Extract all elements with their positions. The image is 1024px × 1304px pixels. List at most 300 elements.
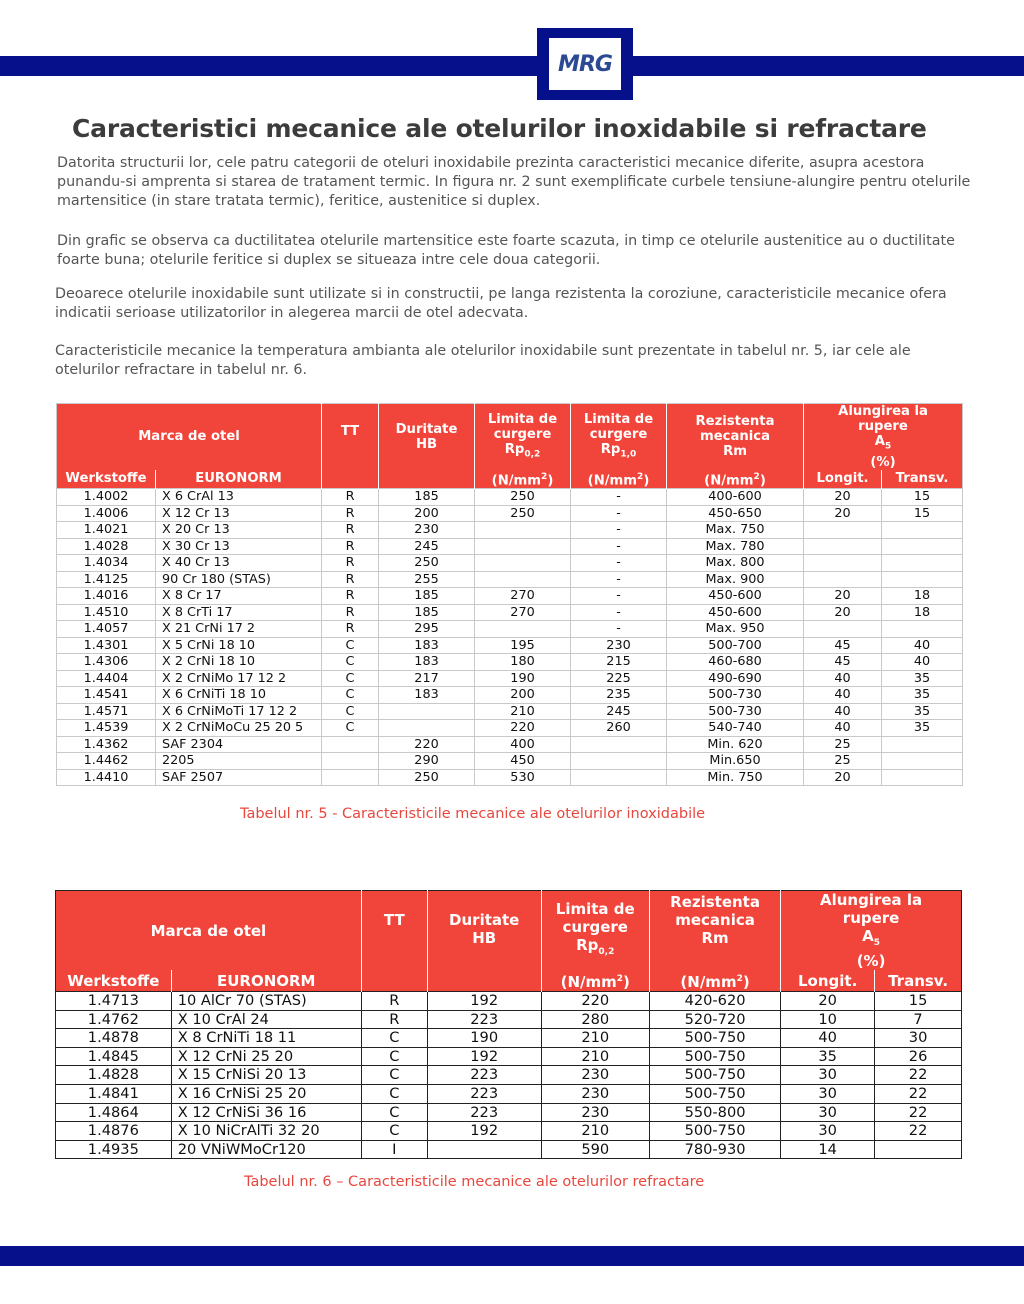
cell-werkstoff: 1.4006 (57, 505, 156, 522)
cell-duritate: 223 (427, 1084, 541, 1103)
cell-duritate: 295 (379, 621, 475, 638)
cell-longit: 30 (781, 1122, 875, 1141)
cell-werkstoff: 1.4762 (56, 1010, 172, 1029)
cell-duritate: 192 (427, 992, 541, 1011)
cell-longit: 20 (781, 992, 875, 1011)
cell-rp02 (475, 555, 571, 572)
cell-rp10: 230 (571, 637, 667, 654)
header-limita-rp02-sub: 0,2 (524, 449, 541, 460)
cell-rm: Max. 750 (667, 522, 804, 539)
cell-longit: 20 (804, 604, 882, 621)
cell-werkstoff: 1.4462 (57, 753, 156, 770)
cell-duritate: 217 (379, 670, 475, 687)
cell-duritate: 223 (427, 1010, 541, 1029)
cell-rm: Min. 750 (667, 769, 804, 786)
refractory-steel-table (55, 890, 962, 1159)
cell-rp10: - (571, 571, 667, 588)
cell-rm: 420-620 (649, 992, 780, 1011)
cell-transv (882, 769, 963, 786)
table5-caption: Tabelul nr. 5 - Caracteristicile mecanice ale otelurilor inoxidabile (240, 806, 706, 822)
cell-rm: 500-730 (667, 687, 804, 704)
header-transv: Transv. (882, 470, 963, 489)
cell-werkstoff: 1.4876 (56, 1122, 172, 1141)
cell-transv (882, 736, 963, 753)
cell-euronorm: X 8 Cr 17 (156, 588, 322, 605)
cell-rp10: 260 (571, 720, 667, 737)
cell-euronorm: X 10 NiCrAlTi 32 20 (171, 1122, 361, 1141)
cell-tt: C (322, 687, 379, 704)
cell-rp02: 450 (475, 753, 571, 770)
cell-rm: 500-750 (649, 1122, 780, 1141)
cell-tt: C (361, 1047, 427, 1066)
header-duritate-line1: Duritate (449, 911, 520, 929)
cell-transv: 40 (882, 654, 963, 671)
cell-longit: 40 (804, 670, 882, 687)
cell-tt: R (322, 604, 379, 621)
cell-duritate: 250 (379, 555, 475, 572)
cell-rp02: 280 (541, 1010, 649, 1029)
cell-rp02 (475, 621, 571, 638)
header-unit-rp10 (571, 470, 667, 489)
table-row (56, 992, 962, 1011)
cell-werkstoff: 1.4713 (56, 992, 172, 1011)
cell-rm: 540-740 (667, 720, 804, 737)
cell-transv: 35 (882, 687, 963, 704)
header-alungire-symbol: A (874, 434, 885, 449)
cell-werkstoff: 1.4306 (57, 654, 156, 671)
header-alungire-line2: rupere (842, 909, 900, 927)
table-row (57, 703, 963, 720)
cell-euronorm: X 6 CrAl 13 (156, 489, 322, 506)
cell-transv: 7 (875, 1010, 962, 1029)
cell-werkstoff: 1.4878 (56, 1029, 172, 1048)
unit-a: (N/mm (491, 473, 542, 489)
header-limita-rp10-line2: curgere (589, 426, 648, 442)
cell-euronorm: X 30 Cr 13 (156, 538, 322, 555)
cell-duritate: 185 (379, 604, 475, 621)
header-alungire (781, 891, 962, 971)
cell-rp02 (475, 571, 571, 588)
cell-tt: C (361, 1084, 427, 1103)
cell-duritate: 192 (427, 1122, 541, 1141)
stainless-steel-table (56, 403, 963, 786)
unit-b: ) (742, 973, 750, 991)
table-row (56, 1140, 962, 1159)
cell-werkstoff: 1.4021 (57, 522, 156, 539)
cell-rp02: 220 (475, 720, 571, 737)
unit-sup: 2 (541, 471, 548, 482)
cell-duritate: 185 (379, 489, 475, 506)
table-row (57, 555, 963, 572)
cell-werkstoff: 1.4571 (57, 703, 156, 720)
header-rezistenta-line3: Rm (723, 444, 747, 460)
cell-rp02: 590 (541, 1140, 649, 1159)
unit-a: (N/mm (560, 973, 617, 991)
cell-tt (322, 769, 379, 786)
cell-tt: R (322, 522, 379, 539)
table-row (57, 687, 963, 704)
cell-euronorm: X 21 CrNi 17 2 (156, 621, 322, 638)
cell-werkstoff: 1.4028 (57, 538, 156, 555)
cell-transv (882, 555, 963, 572)
cell-tt (322, 753, 379, 770)
cell-rp10: 245 (571, 703, 667, 720)
cell-werkstoff: 1.4864 (56, 1103, 172, 1122)
cell-duritate: 245 (379, 538, 475, 555)
cell-longit: 45 (804, 654, 882, 671)
header-alungire-line1: Alungirea la (819, 891, 923, 909)
cell-tt: R (322, 538, 379, 555)
cell-rm: 500-730 (667, 703, 804, 720)
cell-tt (322, 736, 379, 753)
table-row (56, 1029, 962, 1048)
cell-werkstoff: 1.4539 (57, 720, 156, 737)
cell-euronorm: X 15 CrNiSi 20 13 (171, 1066, 361, 1085)
cell-rm: 520-720 (649, 1010, 780, 1029)
header-unit-rp02 (475, 470, 571, 489)
cell-transv: 22 (875, 1122, 962, 1141)
cell-duritate: 230 (379, 522, 475, 539)
unit-b: ) (759, 473, 766, 489)
cell-longit (804, 621, 882, 638)
cell-rp02: 200 (475, 687, 571, 704)
cell-duritate: 190 (427, 1029, 541, 1048)
cell-longit (804, 522, 882, 539)
cell-werkstoff: 1.4410 (57, 769, 156, 786)
cell-longit: 35 (781, 1047, 875, 1066)
cell-rp02: 250 (475, 489, 571, 506)
cell-transv (882, 621, 963, 638)
cell-rp10: 225 (571, 670, 667, 687)
unit-a: (N/mm (680, 973, 737, 991)
cell-duritate (379, 703, 475, 720)
cell-transv (882, 753, 963, 770)
cell-rp02: 270 (475, 604, 571, 621)
cell-euronorm: 90 Cr 180 (STAS) (156, 571, 322, 588)
header-limita-rp10-sub: 1,0 (620, 449, 637, 460)
cell-rp10: 215 (571, 654, 667, 671)
unit-sup: 2 (616, 974, 624, 984)
cell-tt: C (361, 1103, 427, 1122)
cell-euronorm: X 12 Cr 13 (156, 505, 322, 522)
cell-longit: 40 (804, 720, 882, 737)
header-rezistenta (667, 404, 804, 470)
cell-euronorm: X 40 Cr 13 (156, 555, 322, 572)
header-werkstoffe: Werkstoffe (56, 970, 172, 992)
cell-transv: 18 (882, 604, 963, 621)
paragraph-construction: Deoarece otelurile inoxidabile sunt utilizate si in constructii, pe langa rezistenta la coroziune, caracteristicile mecanice ofera indicatii serioase utilizatorilor in alegerea marcii de otel adecvata. (55, 286, 947, 321)
header-alungire-sub: 5 (885, 441, 892, 452)
cell-werkstoff: 1.4404 (57, 670, 156, 687)
cell-tt: R (361, 992, 427, 1011)
cell-rp10: - (571, 489, 667, 506)
cell-werkstoff: 1.4057 (57, 621, 156, 638)
cell-transv (882, 571, 963, 588)
brand-logo (537, 28, 633, 100)
cell-rp02: 400 (475, 736, 571, 753)
cell-longit: 30 (781, 1066, 875, 1085)
header-rezistenta-line2: mecanica (675, 911, 755, 929)
cell-duritate: 223 (427, 1103, 541, 1122)
cell-rm: 500-750 (649, 1029, 780, 1048)
header-alungire-sub: 5 (873, 938, 881, 948)
cell-werkstoff: 1.4845 (56, 1047, 172, 1066)
cell-rm: 400-600 (667, 489, 804, 506)
header-limita-rp10-symbol: Rp (600, 441, 621, 457)
cell-rp10: - (571, 505, 667, 522)
cell-rp02: 220 (541, 992, 649, 1011)
cell-duritate (379, 720, 475, 737)
header-transv: Transv. (875, 970, 962, 992)
header-duritate-unit (379, 470, 475, 489)
header-marca: Marca de otel (56, 891, 362, 971)
cell-werkstoff: 1.4125 (57, 571, 156, 588)
cell-rm: Max. 780 (667, 538, 804, 555)
header-euronorm: EURONORM (171, 970, 361, 992)
cell-longit: 10 (781, 1010, 875, 1029)
cell-rp10: - (571, 555, 667, 572)
header-unit-rm (667, 470, 804, 489)
cell-euronorm: 20 VNiWMoCr120 (171, 1140, 361, 1159)
cell-longit (804, 571, 882, 588)
cell-werkstoff: 1.4002 (57, 489, 156, 506)
cell-rm: Max. 900 (667, 571, 804, 588)
header-alungire-line4: (%) (870, 454, 896, 470)
table-row (57, 753, 963, 770)
cell-longit: 25 (804, 753, 882, 770)
header-band (0, 56, 1024, 76)
header-limita-rp10 (571, 404, 667, 470)
cell-duritate: 183 (379, 637, 475, 654)
header-rezistenta-line3: Rm (701, 929, 729, 947)
cell-tt: R (322, 588, 379, 605)
cell-duritate: 255 (379, 571, 475, 588)
cell-longit (804, 555, 882, 572)
cell-rp10: - (571, 588, 667, 605)
table-row (57, 522, 963, 539)
unit-b: ) (643, 473, 650, 489)
header-rezistenta-line1: Rezistenta (670, 893, 760, 911)
paragraph-structure: Datorita structurii lor, cele patru categorii de oteluri inoxidabile prezinta caracteristici mecanice diferite, asupra acestora punandu-si amprenta si starea de tratament termic. In figura nr. 2 sunt exemplificate curbele tensiune-alungire pentru otelurile martensitice (in stare tratata termic), feritice, austenitice si duplex. (57, 155, 971, 209)
table-row (57, 505, 963, 522)
cell-transv: 35 (882, 720, 963, 737)
cell-longit: 25 (804, 736, 882, 753)
cell-rp02: 250 (475, 505, 571, 522)
table-row (57, 571, 963, 588)
cell-rp10 (571, 753, 667, 770)
table-row (57, 489, 963, 506)
cell-tt: C (322, 720, 379, 737)
cell-rm: 500-750 (649, 1084, 780, 1103)
cell-euronorm: SAF 2507 (156, 769, 322, 786)
cell-tt: C (322, 654, 379, 671)
header-tt: TT (361, 891, 427, 992)
cell-rm: 450-600 (667, 588, 804, 605)
header-euronorm: EURONORM (156, 470, 322, 489)
cell-transv: 35 (882, 703, 963, 720)
cell-duritate: 183 (379, 654, 475, 671)
header-limita-line1: Limita de (555, 900, 635, 918)
cell-werkstoff: 1.4935 (56, 1140, 172, 1159)
unit-b: ) (623, 973, 630, 991)
table-row (56, 1010, 962, 1029)
cell-longit: 14 (781, 1140, 875, 1159)
footer-band (0, 1246, 1024, 1266)
cell-duritate: 183 (379, 687, 475, 704)
cell-longit: 20 (804, 769, 882, 786)
cell-longit: 30 (781, 1084, 875, 1103)
cell-rm: 550-800 (649, 1103, 780, 1122)
cell-tt: R (322, 621, 379, 638)
cell-tt: R (322, 555, 379, 572)
cell-tt: R (322, 571, 379, 588)
cell-euronorm: X 12 CrNiSi 36 16 (171, 1103, 361, 1122)
unit-a: (N/mm (587, 473, 638, 489)
header-alungire-line4: (%) (856, 952, 886, 970)
header-longit: Longit. (804, 470, 882, 489)
table-row (57, 588, 963, 605)
header-limita-rp02-line2: curgere (493, 426, 552, 442)
cell-rp10: - (571, 522, 667, 539)
header-duritate-line2: HB (472, 929, 497, 947)
cell-transv (882, 522, 963, 539)
cell-transv: 18 (882, 588, 963, 605)
cell-rm: Max. 950 (667, 621, 804, 638)
cell-tt: R (361, 1010, 427, 1029)
table-row (57, 637, 963, 654)
cell-duritate: 223 (427, 1066, 541, 1085)
header-alungire-line1: Alungirea la (838, 404, 928, 419)
cell-longit: 20 (804, 505, 882, 522)
cell-tt: R (322, 489, 379, 506)
cell-werkstoff: 1.4828 (56, 1066, 172, 1085)
paragraph-tables-intro: Caracteristicile mecanice la temperatura ambianta ale otelurilor inoxidabile sunt prezentate in tabelul nr. 5, iar cele ale otelurilor refractare in tabelul nr. 6. (55, 343, 911, 378)
header-unit-rp02 (541, 970, 649, 992)
header-limita-line2: curgere (562, 918, 628, 936)
cell-euronorm: X 12 CrNi 25 20 (171, 1047, 361, 1066)
header-limita-rp02-line1: Limita de (487, 411, 558, 427)
table6-body (56, 992, 962, 1159)
cell-transv: 22 (875, 1066, 962, 1085)
cell-rp02: 230 (541, 1103, 649, 1122)
cell-tt: C (322, 670, 379, 687)
cell-duritate: 192 (427, 1047, 541, 1066)
header-alungire-symbol: A (862, 927, 874, 945)
cell-euronorm: 10 AlCr 70 (STAS) (171, 992, 361, 1011)
cell-rp10: 235 (571, 687, 667, 704)
cell-duritate: 250 (379, 769, 475, 786)
cell-transv: 22 (875, 1103, 962, 1122)
cell-rm: 460-680 (667, 654, 804, 671)
header-rezistenta-line2: mecanica (700, 429, 771, 445)
table-row (56, 1103, 962, 1122)
cell-rm: 490-690 (667, 670, 804, 687)
cell-werkstoff: 1.4510 (57, 604, 156, 621)
cell-werkstoff: 1.4541 (57, 687, 156, 704)
cell-tt: C (361, 1122, 427, 1141)
cell-tt: C (361, 1066, 427, 1085)
cell-longit: 45 (804, 637, 882, 654)
cell-rm: Min. 620 (667, 736, 804, 753)
cell-werkstoff: 1.4034 (57, 555, 156, 572)
cell-rp10: - (571, 538, 667, 555)
table5-body (57, 489, 963, 786)
cell-euronorm: X 6 CrNiMoTi 17 12 2 (156, 703, 322, 720)
unit-a: (N/mm (704, 473, 754, 489)
paragraph-ductility: Din grafic se observa ca ductilitatea otelurile martensitice este foarte scazuta, in timp ce otelurile austenitice au o ductilitate foarte buna; otelurile feritice si duplex se situeaza intre cele doua categorii. (57, 233, 955, 268)
cell-rp02: 530 (475, 769, 571, 786)
cell-euronorm: X 2 CrNiMo 17 12 2 (156, 670, 322, 687)
cell-transv: 40 (882, 637, 963, 654)
cell-rp02: 230 (541, 1084, 649, 1103)
table-row (56, 1084, 962, 1103)
cell-transv: 35 (882, 670, 963, 687)
header-alungire (804, 404, 963, 470)
cell-rm: 500-750 (649, 1066, 780, 1085)
cell-rp02: 270 (475, 588, 571, 605)
header-tt: TT (322, 404, 379, 489)
header-limita-sub: 0,2 (598, 947, 615, 957)
cell-rm: 500-700 (667, 637, 804, 654)
cell-transv: 15 (882, 505, 963, 522)
cell-longit: 40 (804, 687, 882, 704)
cell-rm: Max. 800 (667, 555, 804, 572)
cell-rp02: 190 (475, 670, 571, 687)
cell-rp02: 180 (475, 654, 571, 671)
header-marca: Marca de otel (57, 404, 322, 470)
cell-rp02: 210 (475, 703, 571, 720)
header-limita-rp10-line1: Limita de (583, 411, 654, 427)
header-alungire-line2: rupere (858, 419, 908, 434)
page-title: Caracteristici mecanice ale otelurilor inoxidabile si refractare (72, 114, 927, 143)
cell-euronorm: X 10 CrAl 24 (171, 1010, 361, 1029)
cell-transv: 15 (882, 489, 963, 506)
cell-euronorm: X 20 Cr 13 (156, 522, 322, 539)
header-rezistenta-line1: Rezistenta (695, 414, 775, 430)
header-limita-rp02-symbol: Rp (504, 441, 525, 457)
cell-euronorm: X 2 CrNi 18 10 (156, 654, 322, 671)
header-limita-symbol: Rp (576, 936, 599, 954)
table-row (57, 769, 963, 786)
cell-longit: 20 (804, 588, 882, 605)
cell-werkstoff: 1.4841 (56, 1084, 172, 1103)
unit-sup: 2 (637, 471, 644, 482)
header-longit: Longit. (781, 970, 875, 992)
table-row (56, 1066, 962, 1085)
cell-euronorm: X 16 CrNiSi 25 20 (171, 1084, 361, 1103)
header-rezistenta (649, 891, 780, 971)
cell-werkstoff: 1.4362 (57, 736, 156, 753)
unit-sup: 2 (736, 974, 743, 984)
cell-rp10: - (571, 621, 667, 638)
cell-euronorm: X 2 CrNiMoCu 25 20 5 (156, 720, 322, 737)
cell-duritate: 290 (379, 753, 475, 770)
table-row (57, 654, 963, 671)
cell-longit (804, 538, 882, 555)
cell-longit: 40 (804, 703, 882, 720)
cell-werkstoff: 1.4016 (57, 588, 156, 605)
cell-rm: 450-600 (667, 604, 804, 621)
table-row (56, 1122, 962, 1141)
cell-longit: 30 (781, 1103, 875, 1122)
cell-tt: C (361, 1029, 427, 1048)
cell-transv (875, 1140, 962, 1159)
cell-rp02: 210 (541, 1029, 649, 1048)
cell-euronorm: X 8 CrNiTi 18 11 (171, 1029, 361, 1048)
cell-euronorm: 2205 (156, 753, 322, 770)
cell-rm: 780-930 (649, 1140, 780, 1159)
cell-transv: 26 (875, 1047, 962, 1066)
